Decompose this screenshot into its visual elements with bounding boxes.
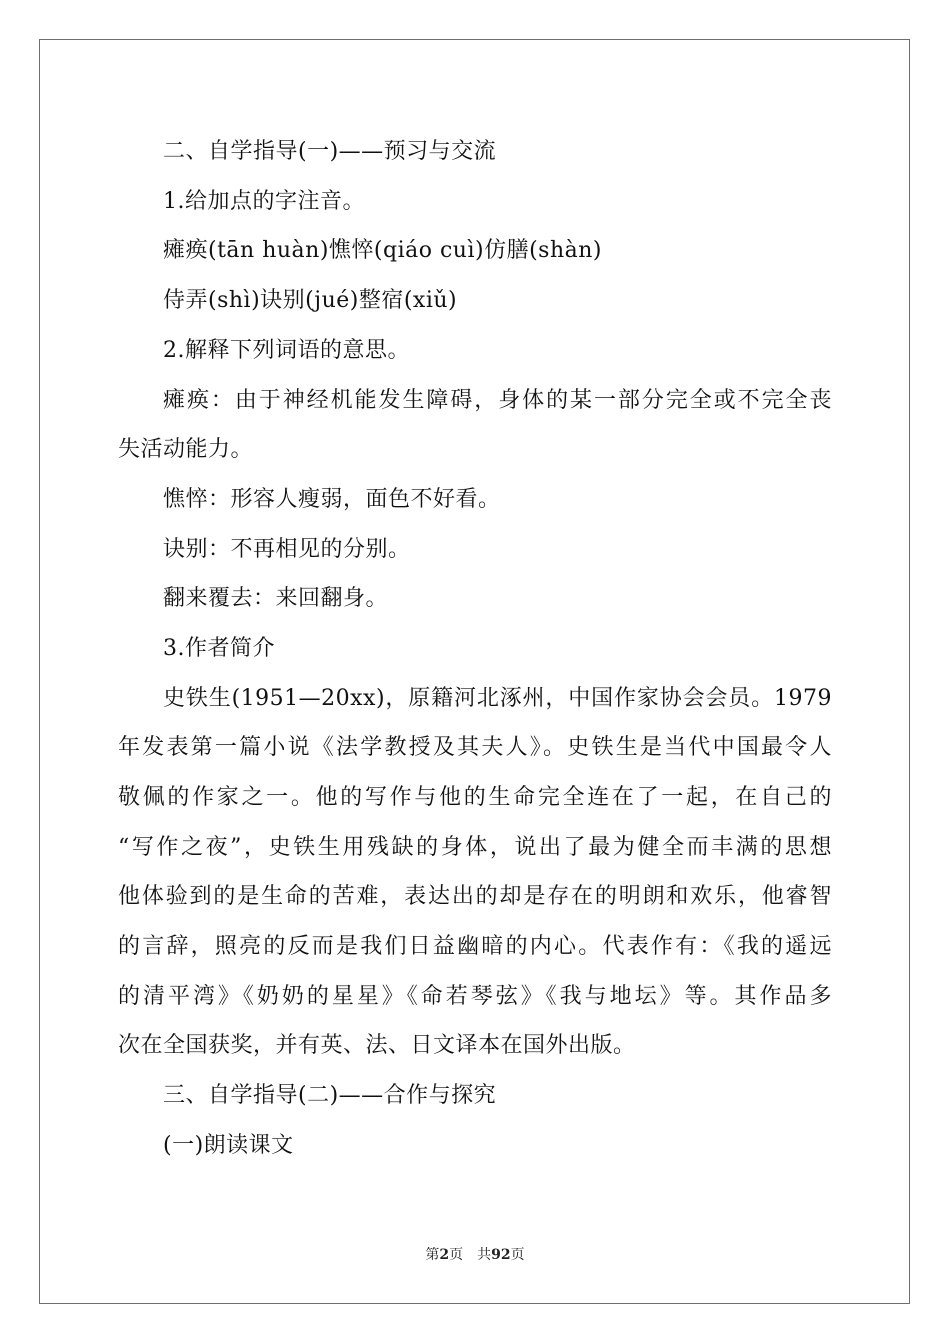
definition-tanhuan-cont: 失活动能力。 [118, 437, 254, 462]
author-bio-line: 他体验到的是生命的苦难，表达出的却是存在的明朗和欢乐，他睿智 [118, 884, 832, 909]
section-heading-cooperation: 三、自学指导(二)——合作与探究 [163, 1083, 497, 1108]
task-3-heading: 3.作者简介 [163, 636, 275, 661]
pinyin-line-1: 瘫痪(tān huàn)憔悴(qiáo cuì)仿膳(shàn) [163, 238, 602, 263]
author-bio-line: 敬佩的作家之一。他的写作与他的生命完全连在了一起，在自己的 [118, 785, 832, 810]
author-bio-line: 年发表第一篇小说《法学教授及其夫人》。史铁生是当代中国最令人 [118, 735, 832, 760]
page-label-prefix: 第 [425, 1247, 440, 1263]
page-footer [0, 1246, 950, 1264]
task-1-heading: 1.给加点的字注音。 [163, 189, 365, 214]
author-bio-line: 史铁生(1951—20xx)，原籍河北涿州，中国作家协会会员。1979 [163, 686, 832, 711]
pinyin-line-2: 侍弄(shì)诀别(jué)整宿(xiǔ) [163, 288, 458, 313]
definition-juebie: 诀别：不再相见的分别。 [163, 537, 411, 562]
definition-qiaocui: 憔悴：形容人瘦弱，面色不好看。 [163, 487, 501, 512]
author-bio-line: 次在全国获奖，并有英、法、日文译本在国外出版。 [118, 1033, 636, 1058]
author-bio-line: “写作之夜”，史铁生用残缺的身体，说出了最为健全而丰满的思想 [118, 835, 832, 860]
author-bio-line: 的言辞，照亮的反而是我们日益幽暗的内心。代表作有：《我的遥远 [118, 934, 832, 959]
total-label-prefix: 共 [477, 1247, 492, 1263]
section-heading-preview: 二、自学指导(一)——预习与交流 [163, 139, 497, 164]
total-pages: 92 [491, 1247, 511, 1263]
definition-tanhuan: 瘫痪：由于神经机能发生障碍，身体的某一部分完全或不完全丧 [163, 388, 832, 413]
author-bio-line: 的清平湾》《奶奶的星星》《命若琴弦》《我与地坛》等。其作品多 [118, 984, 832, 1009]
page-border [39, 39, 910, 1304]
total-label-suffix: 页 [510, 1247, 525, 1263]
page-label-suffix: 页 [449, 1247, 464, 1263]
page-number: 2 [439, 1247, 450, 1263]
subsection-heading-reading: (一)朗读课文 [163, 1133, 294, 1158]
task-2-heading: 2.解释下列词语的意思。 [163, 338, 410, 363]
definition-fanlaifuqu: 翻来覆去：来回翻身。 [163, 586, 389, 611]
